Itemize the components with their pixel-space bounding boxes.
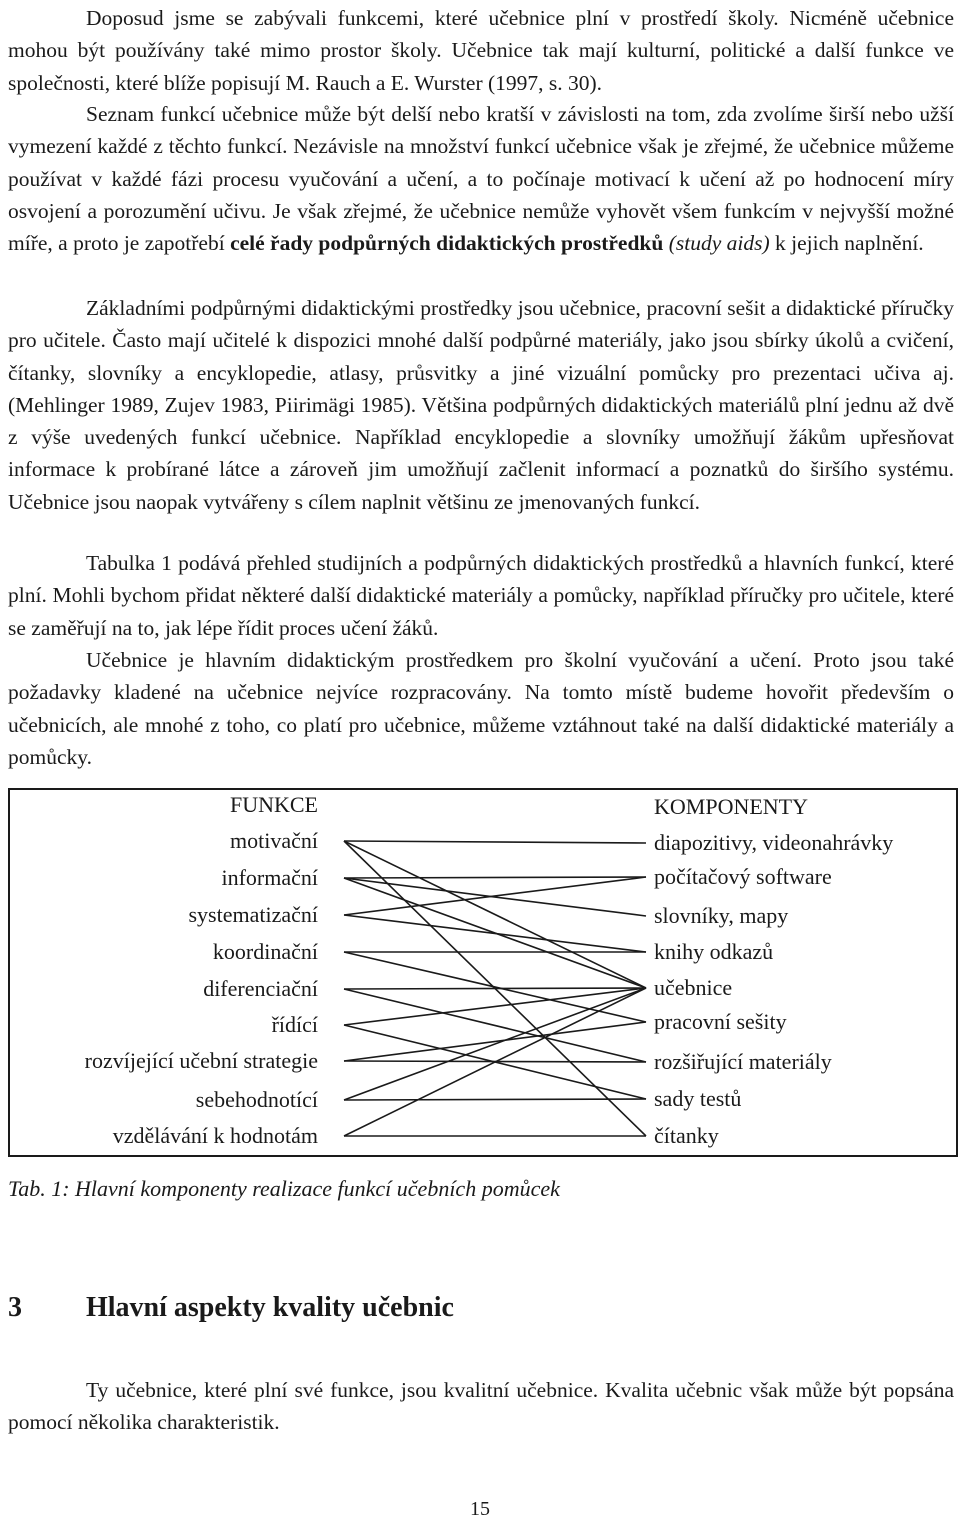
function-label: diferenciační bbox=[203, 976, 318, 1001]
component-label: sady testů bbox=[654, 1086, 742, 1111]
function-label: koordinační bbox=[212, 939, 318, 964]
function-label: řídící bbox=[271, 1012, 318, 1037]
connection-line bbox=[344, 952, 646, 1022]
component-label: diapozitivy, videonahrávky bbox=[654, 830, 894, 855]
paragraph-5: Učebnice je hlavním didaktickým prostředkem pro školní vyučování a učení. Proto jsou také požadavky kladené na učebnice nejvíce rozpracovány. Na tomto místě budeme hovořit především o učebnicích, ale mnohé z toho, co platí pro učebnice, můžeme vztáhnout také na další didaktické materiály a pomůcky. bbox=[8, 648, 954, 769]
function-label: vzdělávání k hodnotám bbox=[112, 1123, 318, 1148]
paragraph-4: Tabulka 1 podává přehled studijních a podpůrných didaktických prostředků a hlavních funkcí, které plní. Mohli bychom přidat některé další didaktické materiály a pomůcky, například příručky pro učitele, které se zaměřují na to, jak lépe řídit proces učení žáků. bbox=[8, 551, 954, 640]
paragraph-2-end: k jejich naplnění. bbox=[769, 231, 924, 256]
component-label: učebnice bbox=[654, 975, 733, 1000]
paragraph-2 bbox=[8, 98, 954, 259]
connection-line bbox=[344, 988, 646, 1100]
connection-line bbox=[344, 841, 646, 988]
study-aids-term: (study aids) bbox=[668, 231, 770, 256]
connection-line bbox=[344, 915, 646, 952]
components-header: KOMPONENTY bbox=[654, 794, 808, 819]
paragraph-1: Doposud jsme se zabývali funkcemi, které učebnice plní v prostředí školy. Nicméně učebnice mohou být používány také mimo prostor školy. Učebnice tak mají kulturní, politické a další funkce ve společnosti, které blíže popisují M. Rauch a E. Wurster (1997, s. 30). bbox=[8, 6, 954, 95]
component-label: počítačový software bbox=[654, 864, 832, 889]
functions-components-figure bbox=[8, 788, 958, 1157]
functions-header: FUNKCE bbox=[229, 792, 318, 817]
component-label: rozšiřující materiály bbox=[654, 1049, 832, 1074]
connection-line bbox=[344, 878, 646, 916]
page-number: 15 bbox=[470, 1498, 490, 1520]
connection-line bbox=[344, 989, 646, 1062]
section-number: 3 bbox=[8, 1292, 22, 1323]
component-label: pracovní sešity bbox=[654, 1009, 787, 1034]
function-label: informační bbox=[221, 865, 318, 890]
connection-line bbox=[344, 877, 646, 878]
function-label: sebehodnotící bbox=[195, 1087, 318, 1112]
connection-line bbox=[344, 1022, 646, 1061]
function-label: motivační bbox=[230, 828, 318, 853]
section-title: Hlavní aspekty kvality učebnic bbox=[86, 1292, 454, 1323]
connection-line bbox=[344, 988, 646, 989]
study-aids-emphasis: celé řady podpůrných didaktických prostředků bbox=[230, 231, 664, 256]
connection-line bbox=[344, 1099, 646, 1100]
component-label: čítanky bbox=[654, 1123, 719, 1148]
figure-caption: Tab. 1: Hlavní komponenty realizace funkcí učebních pomůcek bbox=[8, 1176, 560, 1201]
closing-paragraph: Ty učebnice, které plní své funkce, jsou kvalitní učebnice. Kvalita učebnic však může být popsána pomocí několika charakteristik. bbox=[8, 1378, 954, 1435]
component-label: knihy odkazů bbox=[654, 939, 774, 964]
paragraph-2-text: Seznam funkcí učebnice může být delší nebo kratší v závislosti na tom, zda zvolíme širší nebo užší vymezení každé z těchto funkcí. Nezávisle na množství funkcí učebnice však je zřejmé, že učebnice můžeme používat v každé fázi procesu vyučování a učení, a to počínaje motivací k učení až po hodnocení míry osvojení a porozumění učivu. Je však zřejmé, že učebnice nemůže vyhovět všem funkcím v nejvyšší možné míře, a proto je zapotřebí bbox=[8, 102, 954, 256]
connection-line bbox=[344, 841, 646, 843]
paragraph-3: Základními podpůrnými didaktickými prostředky jsou učebnice, pracovní sešit a didaktické příručky pro učitele. Často mají učitelé k dispozici mnohé další podpůrné materiály, jako jsou sbírky úkolů a cvičení, čítanky, slovníky a encyklopedie, atlasy, průsvitky a jiné vizuální pomůcky pro prezentaci učiva aj. (Mehlinger 1989, Zujev 1983, Piirimägi 1985). Většina podpůrných didaktických materiálů plní jednu až dvě z výše uvedených funkcí učebnice. Například encyklopedie a slovníky umožňují žákům upřesňovat informace k probírané látce a zároveň jim umožňují začlenit informací a poznatků do širšího systému. Učebnice jsou naopak vytvářeny s cílem naplnit většinu ze jmenovaných funkcí. bbox=[8, 296, 954, 514]
component-label: slovníky, mapy bbox=[654, 903, 789, 928]
function-label: rozvíjející učební strategie bbox=[84, 1048, 318, 1073]
function-label: systematizační bbox=[188, 902, 318, 927]
connection-line bbox=[344, 877, 646, 915]
connection-line bbox=[344, 988, 646, 1025]
